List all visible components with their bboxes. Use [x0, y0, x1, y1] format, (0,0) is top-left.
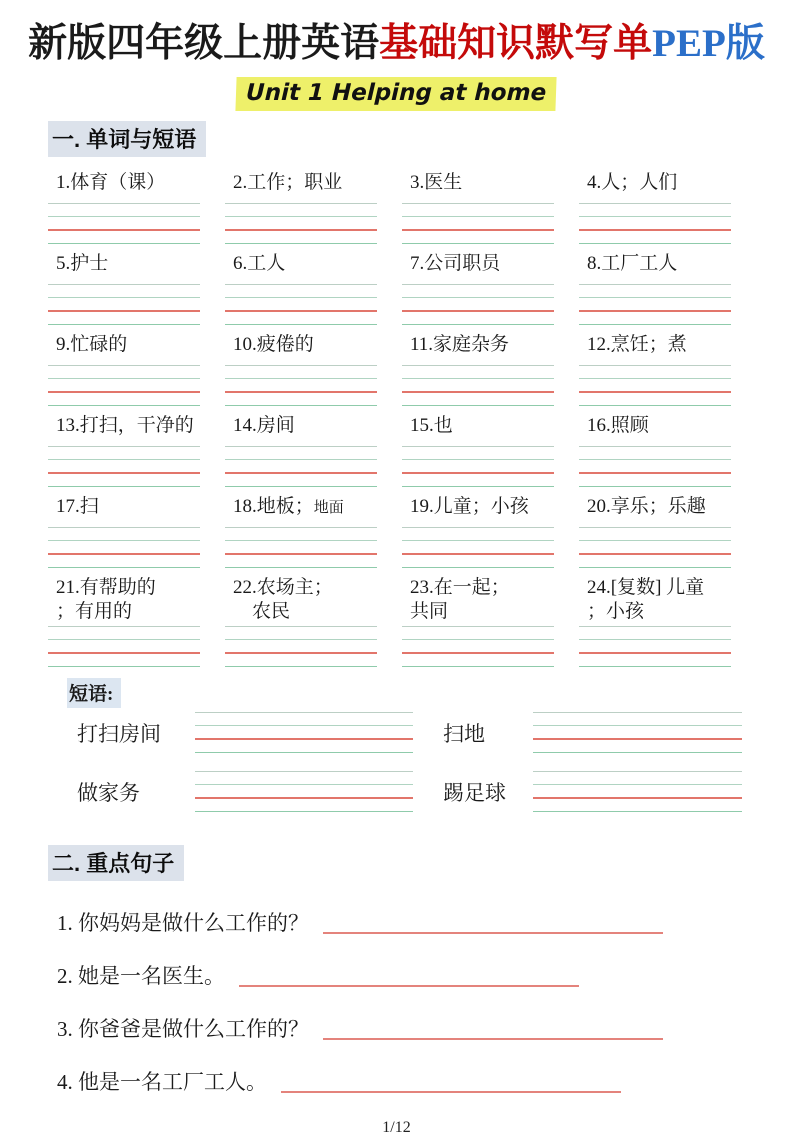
writing-line: [579, 527, 731, 540]
writing-lines-blank: [579, 626, 731, 668]
writing-line-red: [48, 229, 200, 243]
word-item: [402, 414, 579, 488]
sentence-text: 3. 你爸爸是做什么工作的？: [57, 1017, 309, 1042]
writing-line: [48, 639, 200, 652]
word-item: [579, 576, 756, 669]
answer-blank-line: [323, 1038, 663, 1040]
phrase-item: [443, 769, 748, 815]
word-item: [225, 333, 402, 407]
answer-blank-line: [323, 932, 663, 934]
word-label-text: 3.医生: [410, 171, 463, 193]
phrase-item: [65, 769, 443, 815]
writing-lines-blank: [225, 626, 377, 668]
writing-line: [402, 365, 554, 378]
word-label: [402, 495, 579, 524]
writing-line: [195, 712, 413, 725]
writing-line: [48, 284, 200, 297]
word-label: [579, 252, 756, 281]
writing-line: [195, 771, 413, 784]
writing-line: [195, 752, 413, 754]
writing-line-red: [402, 229, 554, 243]
word-item: [579, 495, 756, 569]
writing-line-red: [579, 553, 731, 567]
writing-line: [579, 639, 731, 652]
word-item: [48, 171, 225, 245]
word-item: [579, 333, 756, 407]
answer-blank-line: [281, 1091, 621, 1093]
word-label-text: 9.忙碌的: [56, 333, 128, 355]
word-label: [402, 576, 579, 624]
title-part-blue: PEP版: [652, 22, 765, 65]
word-label-text: 21.有帮助的: [56, 576, 156, 598]
writing-line: [225, 540, 377, 553]
writing-line: [579, 203, 731, 216]
word-label-text: 24.[复数] 儿童: [587, 576, 705, 598]
word-label-text: 10.疲倦的: [233, 333, 314, 355]
writing-line-red: [195, 797, 413, 811]
writing-line-red: [533, 738, 742, 752]
word-label: [48, 252, 225, 281]
writing-line: [48, 243, 200, 245]
word-label-text: 23.在一起；: [410, 576, 510, 598]
phrases-label: 短语:: [67, 678, 121, 708]
writing-line: [579, 567, 731, 569]
writing-line: [48, 216, 200, 229]
writing-line-red: [402, 652, 554, 666]
page-title: [10, 22, 783, 67]
word-item: [402, 576, 579, 669]
word-label: [48, 576, 225, 624]
section-sentences-header: 二. 重点句子: [48, 845, 184, 881]
writing-line: [225, 216, 377, 229]
word-label-text: 22.农场主；: [233, 576, 333, 598]
writing-line-red: [402, 472, 554, 486]
word-label-text: 5.护士: [56, 252, 109, 274]
writing-lines-blank: [48, 446, 200, 488]
writing-line: [402, 284, 554, 297]
word-label-line2: ；有用的: [56, 600, 133, 622]
sentence-item: [57, 907, 793, 937]
word-label: [402, 252, 579, 281]
writing-line-red: [579, 310, 731, 324]
sentence-list: [57, 907, 793, 1096]
writing-lines-blank: [402, 626, 554, 668]
writing-line: [48, 405, 200, 407]
word-label: [225, 252, 402, 281]
writing-lines-blank: [48, 527, 200, 569]
writing-line: [579, 486, 731, 488]
writing-line: [225, 297, 377, 310]
word-label-line2: 农民: [233, 600, 291, 622]
word-item: [225, 252, 402, 326]
word-label-text: 17.扫: [56, 495, 99, 517]
writing-line: [402, 405, 554, 407]
writing-line-red: [579, 391, 731, 405]
writing-line-red: [195, 738, 413, 752]
writing-lines-blank: [48, 203, 200, 245]
writing-line: [48, 365, 200, 378]
word-label: [225, 171, 402, 200]
writing-line: [579, 446, 731, 459]
sentence-text: 2. 她是一名医生。: [57, 964, 225, 989]
writing-line: [48, 567, 200, 569]
writing-line: [48, 324, 200, 326]
writing-line-red: [225, 472, 377, 486]
writing-line: [579, 378, 731, 391]
word-label-text: 4.人；人们: [587, 171, 678, 193]
writing-line-red: [48, 310, 200, 324]
word-label-text: 7.公司职员: [410, 252, 501, 274]
writing-line: [533, 752, 742, 754]
word-label-text: 6.工人: [233, 252, 286, 274]
word-label-text: 16.照顾: [587, 414, 649, 436]
word-label: [225, 333, 402, 362]
writing-line: [225, 203, 377, 216]
unit-title: Unit 1 Helping at home: [236, 77, 557, 111]
writing-lines-blank: [225, 446, 377, 488]
word-label: [48, 333, 225, 362]
writing-line-red: [225, 310, 377, 324]
word-label-small-text: 地面: [313, 499, 344, 516]
writing-line-red: [402, 553, 554, 567]
writing-line-red: [579, 229, 731, 243]
writing-line: [195, 811, 413, 813]
writing-line: [225, 365, 377, 378]
writing-line: [225, 486, 377, 488]
writing-line: [48, 486, 200, 488]
word-item: [48, 252, 225, 326]
sentence-text: 1. 你妈妈是做什么工作的？: [57, 911, 309, 936]
writing-line: [225, 666, 377, 668]
writing-line: [48, 203, 200, 216]
writing-line: [225, 378, 377, 391]
word-label-text: 2.工作；职业: [233, 171, 343, 193]
writing-line: [48, 459, 200, 472]
writing-line-red: [579, 652, 731, 666]
word-label: [48, 414, 225, 443]
writing-line: [402, 297, 554, 310]
writing-line-red: [48, 391, 200, 405]
word-grid: [48, 171, 748, 669]
writing-line: [579, 243, 731, 245]
writing-line: [225, 324, 377, 326]
writing-line: [195, 725, 413, 738]
writing-line: [402, 243, 554, 245]
sentence-item: [57, 1013, 793, 1043]
writing-line-red: [225, 652, 377, 666]
writing-line: [402, 666, 554, 668]
writing-line: [533, 712, 742, 725]
writing-line: [48, 378, 200, 391]
word-label: [225, 576, 402, 624]
word-item: [225, 576, 402, 669]
word-item: [402, 333, 579, 407]
writing-line: [48, 446, 200, 459]
phrase-label-text: 扫地: [443, 722, 485, 747]
word-item: [402, 171, 579, 245]
writing-line-red: [48, 652, 200, 666]
writing-line: [402, 216, 554, 229]
word-label-text: 11.家庭杂务: [410, 333, 510, 355]
writing-line-red: [579, 472, 731, 486]
word-item: [225, 171, 402, 245]
writing-line: [402, 446, 554, 459]
writing-lines-blank: [402, 284, 554, 326]
writing-line: [579, 540, 731, 553]
writing-line: [225, 446, 377, 459]
writing-line: [533, 771, 742, 784]
writing-lines-blank: [48, 365, 200, 407]
writing-line: [402, 324, 554, 326]
writing-line: [579, 626, 731, 639]
writing-lines-blank: [225, 203, 377, 245]
writing-line: [225, 243, 377, 245]
writing-line-red: [48, 472, 200, 486]
writing-line: [402, 540, 554, 553]
writing-line: [579, 216, 731, 229]
phrase-label-text: 做家务: [77, 781, 140, 806]
writing-line: [533, 725, 742, 738]
writing-line: [533, 811, 742, 813]
word-label: [402, 414, 579, 443]
writing-lines-blank: [225, 365, 377, 407]
writing-lines-blank: [48, 284, 200, 326]
phrase-item: [443, 710, 748, 756]
writing-line: [402, 459, 554, 472]
writing-line: [225, 527, 377, 540]
writing-line: [402, 626, 554, 639]
writing-line: [402, 639, 554, 652]
writing-line-red: [225, 553, 377, 567]
word-item: [48, 414, 225, 488]
word-label: [579, 171, 756, 200]
writing-lines-blank: [402, 527, 554, 569]
writing-lines-blank: [579, 527, 731, 569]
word-label-text: 1.体育（课）: [56, 171, 166, 193]
writing-line: [402, 378, 554, 391]
phrase-item: [65, 710, 443, 756]
word-label: [48, 495, 225, 524]
word-label: [402, 171, 579, 200]
page-number: 1/12: [382, 1119, 411, 1137]
writing-line: [579, 666, 731, 668]
word-item: [225, 414, 402, 488]
word-item: [225, 495, 402, 569]
writing-lines-blank: [402, 203, 554, 245]
word-item: [48, 495, 225, 569]
writing-lines-blank: [402, 365, 554, 407]
word-label-text: 12.烹饪；煮: [587, 333, 687, 355]
writing-lines-blank: [225, 284, 377, 326]
word-item: [579, 171, 756, 245]
writing-lines-blank: [402, 446, 554, 488]
word-label-text: 13.打扫，干净的: [56, 414, 194, 436]
word-item: [579, 252, 756, 326]
writing-line: [402, 203, 554, 216]
word-label-text: 18.地板；: [233, 495, 314, 517]
writing-line: [48, 297, 200, 310]
writing-lines-blank: [579, 446, 731, 488]
writing-line: [225, 459, 377, 472]
section-words-header: 一. 单词与短语: [48, 121, 206, 157]
writing-line: [579, 324, 731, 326]
writing-line: [225, 405, 377, 407]
writing-line: [579, 459, 731, 472]
answer-blank-line: [239, 985, 579, 987]
word-label: [48, 171, 225, 200]
word-label: [579, 333, 756, 362]
writing-lines-blank: [225, 527, 377, 569]
word-label-text: 8.工厂工人: [587, 252, 678, 274]
phrase-grid: [65, 710, 748, 815]
word-label-text: 15.也: [410, 414, 453, 436]
word-label-line2: ；小孩: [587, 600, 645, 622]
writing-line-red: [225, 391, 377, 405]
writing-line-red: [402, 310, 554, 324]
title-part-red: 基础知识默写单: [379, 22, 653, 65]
word-label: [579, 414, 756, 443]
word-label: [402, 333, 579, 362]
word-label: [579, 576, 756, 624]
writing-lines-blank: [48, 626, 200, 668]
word-label: [579, 495, 756, 524]
sentence-item: [57, 1066, 793, 1096]
writing-lines-blank: [579, 284, 731, 326]
writing-line: [579, 297, 731, 310]
title-part-black: 新版四年级上册英语: [28, 22, 380, 65]
writing-line: [225, 626, 377, 639]
writing-lines-blank: [195, 771, 413, 813]
phrase-label-text: 踢足球: [443, 781, 506, 806]
word-item: [579, 414, 756, 488]
writing-line-red: [225, 229, 377, 243]
writing-line: [225, 639, 377, 652]
writing-line: [48, 540, 200, 553]
writing-lines-blank: [195, 712, 413, 754]
writing-line: [195, 784, 413, 797]
word-label-text: 19.儿童；小孩: [410, 495, 529, 517]
writing-line: [225, 284, 377, 297]
word-label-line2: 共同: [410, 600, 449, 622]
writing-line: [48, 527, 200, 540]
writing-line-red: [402, 391, 554, 405]
writing-line: [579, 405, 731, 407]
word-label: [225, 495, 402, 524]
writing-line: [533, 784, 742, 797]
word-item: [48, 333, 225, 407]
writing-line: [48, 626, 200, 639]
writing-lines-blank: [533, 771, 742, 813]
writing-line: [402, 486, 554, 488]
writing-line: [579, 365, 731, 378]
writing-line: [402, 527, 554, 540]
phrase-label-text: 打扫房间: [77, 722, 161, 747]
sentence-text: 4. 他是一名工厂工人。: [57, 1070, 267, 1095]
word-item: [48, 576, 225, 669]
word-label-text: 14.房间: [233, 414, 295, 436]
writing-line: [579, 284, 731, 297]
writing-lines-blank: [579, 365, 731, 407]
sentence-item: [57, 960, 793, 990]
word-label: [225, 414, 402, 443]
writing-line-red: [48, 553, 200, 567]
unit-title-row: [0, 77, 793, 111]
word-item: [402, 495, 579, 569]
worksheet-page: [0, 22, 793, 1144]
writing-line-red: [533, 797, 742, 811]
writing-line: [402, 567, 554, 569]
writing-lines-blank: [579, 203, 731, 245]
word-label-text: 20.享乐；乐趣: [587, 495, 706, 517]
word-item: [402, 252, 579, 326]
writing-line: [225, 567, 377, 569]
writing-lines-blank: [533, 712, 742, 754]
